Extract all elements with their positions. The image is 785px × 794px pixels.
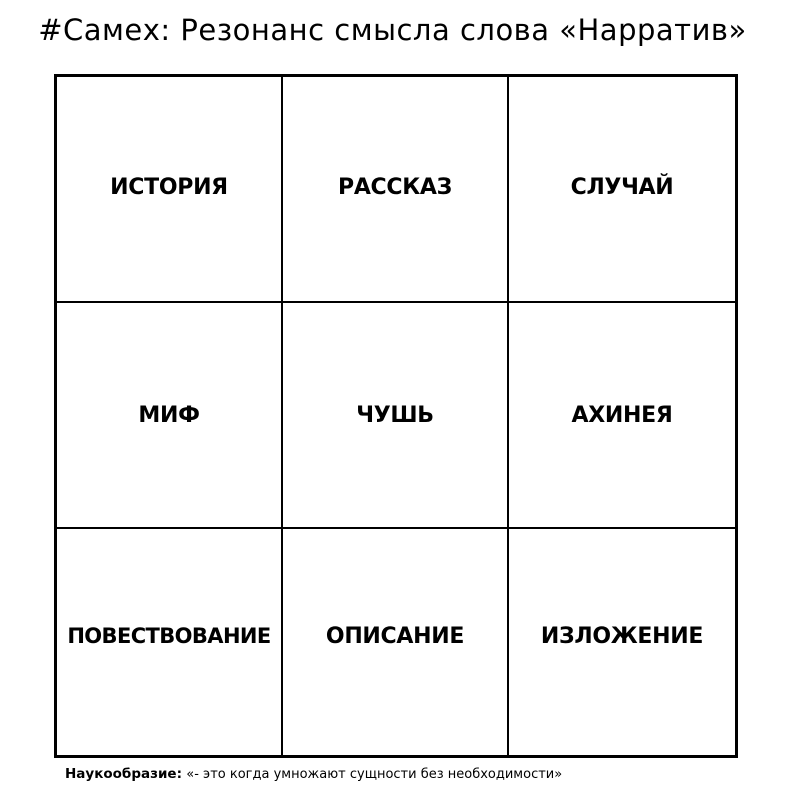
footer-term: Наукообразие: (65, 766, 182, 782)
grid-cell-3: СЛУЧАЙ (509, 77, 735, 303)
grid-cell-5: ЧУШЬ (283, 303, 509, 529)
diagram-title: #Самех: Резонанс смысла слова «Нарратив» (38, 13, 747, 47)
footer-note (65, 765, 562, 784)
grid-cell-9: ИЗЛОЖЕНИЕ (540, 623, 704, 649)
grid-cell-2: РАССКАЗ (283, 77, 509, 303)
grid-cell-4: МИФ (57, 303, 283, 529)
grid-cell-1: ИСТОРИЯ (57, 77, 283, 303)
grid-cell-7: ПОВЕСТВОВАНИЕ (57, 529, 283, 755)
grid-cell-6: АХИНЕЯ (509, 303, 735, 529)
grid-cell-8: ОПИСАНИЕ (283, 529, 509, 755)
word-grid (54, 74, 738, 758)
footer-definition: «- это когда умножают сущности без необходимости» (186, 767, 563, 782)
